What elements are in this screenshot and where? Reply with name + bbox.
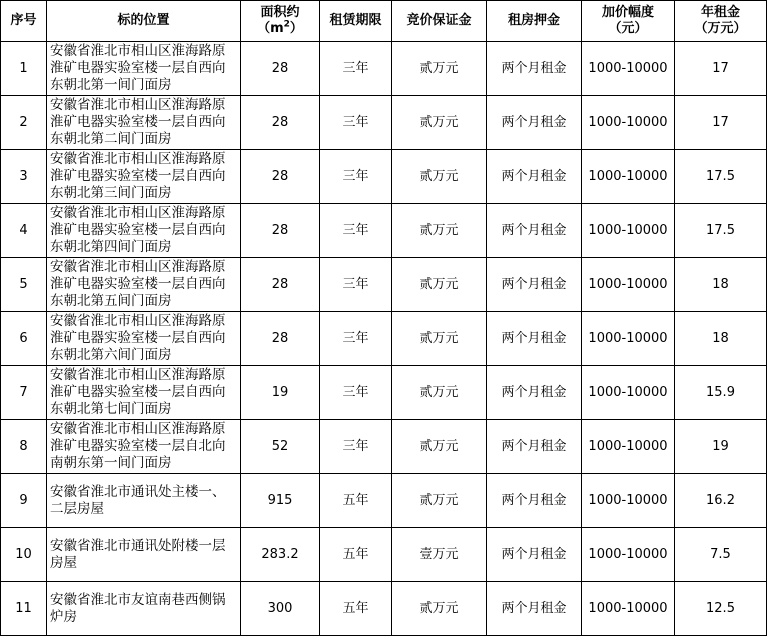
cell-increment: 1000-10000 [582, 366, 675, 420]
cell-increment: 1000-10000 [582, 258, 675, 312]
cell-rent-deposit: 两个月租金 [487, 528, 582, 582]
cell-location: 安徽省淮北市通讯处主楼一、二层房屋 [47, 474, 241, 528]
cell-term: 五年 [320, 474, 392, 528]
header-annual-rent-unit: （万元） [694, 21, 747, 36]
header-term: 租赁期限 [320, 1, 392, 42]
cell-location: 安徽省淮北市相山区淮海路原淮矿电器实验室楼一层自西向东朝北第四间门面房 [47, 204, 241, 258]
table-row [1, 582, 767, 636]
header-seq: 序号 [1, 1, 47, 42]
cell-term: 三年 [320, 42, 392, 96]
cell-area: 28 [241, 312, 320, 366]
cell-term: 三年 [320, 150, 392, 204]
cell-increment: 1000-10000 [582, 528, 675, 582]
cell-seq: 10 [1, 528, 47, 582]
table-row [1, 258, 767, 312]
table-row [1, 42, 767, 96]
cell-increment: 1000-10000 [582, 96, 675, 150]
cell-location: 安徽省淮北市相山区淮海路原淮矿电器实验室楼一层自西向东朝北第六间门面房 [47, 312, 241, 366]
cell-rent-deposit: 两个月租金 [487, 312, 582, 366]
cell-area: 283.2 [241, 528, 320, 582]
cell-rent-deposit: 两个月租金 [487, 204, 582, 258]
table-row [1, 366, 767, 420]
table-row [1, 96, 767, 150]
cell-rent-deposit: 两个月租金 [487, 42, 582, 96]
cell-rent-deposit: 两个月租金 [487, 420, 582, 474]
cell-term: 三年 [320, 312, 392, 366]
cell-annual-rent: 16.2 [675, 474, 767, 528]
cell-seq: 11 [1, 582, 47, 636]
header-increment-unit: （元） [608, 21, 648, 36]
cell-seq: 1 [1, 42, 47, 96]
cell-term: 五年 [320, 528, 392, 582]
cell-location: 安徽省淮北市相山区淮海路原淮矿电器实验室楼一层自西向东朝北第一间门面房 [47, 42, 241, 96]
cell-seq: 5 [1, 258, 47, 312]
table-row [1, 150, 767, 204]
table-row [1, 312, 767, 366]
cell-increment: 1000-10000 [582, 150, 675, 204]
cell-annual-rent: 12.5 [675, 582, 767, 636]
cell-location: 安徽省淮北市相山区淮海路原淮矿电器实验室楼一层自西向东朝北第三间门面房 [47, 150, 241, 204]
cell-deposit: 壹万元 [392, 528, 487, 582]
table-row [1, 204, 767, 258]
cell-rent-deposit: 两个月租金 [487, 366, 582, 420]
cell-increment: 1000-10000 [582, 582, 675, 636]
cell-annual-rent: 19 [675, 420, 767, 474]
cell-area: 915 [241, 474, 320, 528]
cell-deposit: 贰万元 [392, 582, 487, 636]
cell-annual-rent: 15.9 [675, 366, 767, 420]
header-increment [582, 1, 675, 42]
cell-rent-deposit: 两个月租金 [487, 258, 582, 312]
header-row [1, 1, 767, 42]
cell-increment: 1000-10000 [582, 474, 675, 528]
cell-deposit: 贰万元 [392, 96, 487, 150]
cell-term: 五年 [320, 582, 392, 636]
cell-seq: 9 [1, 474, 47, 528]
cell-rent-deposit: 两个月租金 [487, 150, 582, 204]
cell-annual-rent: 7.5 [675, 528, 767, 582]
cell-location: 安徽省淮北市友谊南巷西侧锅炉房 [47, 582, 241, 636]
cell-term: 三年 [320, 366, 392, 420]
cell-area: 28 [241, 96, 320, 150]
header-annual-rent-label: 年租金 [700, 5, 740, 20]
cell-term: 三年 [320, 258, 392, 312]
cell-rent-deposit: 两个月租金 [487, 474, 582, 528]
cell-term: 三年 [320, 204, 392, 258]
cell-increment: 1000-10000 [582, 312, 675, 366]
header-location: 标的位置 [47, 1, 241, 42]
cell-annual-rent: 17 [675, 42, 767, 96]
cell-annual-rent: 18 [675, 258, 767, 312]
table-row [1, 420, 767, 474]
cell-area: 52 [241, 420, 320, 474]
cell-seq: 8 [1, 420, 47, 474]
cell-deposit: 贰万元 [392, 204, 487, 258]
cell-location: 安徽省淮北市相山区淮海路原淮矿电器实验室楼一层自北向南朝东第一间门面房 [47, 420, 241, 474]
cell-deposit: 贰万元 [392, 312, 487, 366]
cell-deposit: 贰万元 [392, 42, 487, 96]
cell-area: 28 [241, 258, 320, 312]
cell-term: 三年 [320, 420, 392, 474]
header-increment-label: 加价幅度 [601, 5, 654, 20]
cell-location: 安徽省淮北市通讯处附楼一层房屋 [47, 528, 241, 582]
header-deposit: 竞价保证金 [392, 1, 487, 42]
cell-annual-rent: 17.5 [675, 204, 767, 258]
cell-seq: 6 [1, 312, 47, 366]
area-unit-text: m [270, 21, 284, 36]
cell-increment: 1000-10000 [582, 204, 675, 258]
header-area [241, 1, 320, 42]
cell-seq: 7 [1, 366, 47, 420]
cell-area: 300 [241, 582, 320, 636]
header-area-unit: $(m^2)$ [257, 19, 303, 36]
cell-annual-rent: 17 [675, 96, 767, 150]
cell-deposit: 贰万元 [392, 420, 487, 474]
cell-deposit: 贰万元 [392, 150, 487, 204]
cell-increment: 1000-10000 [582, 42, 675, 96]
cell-deposit: 贰万元 [392, 258, 487, 312]
cell-area: 19 [241, 366, 320, 420]
cell-annual-rent: 18 [675, 312, 767, 366]
header-rent-deposit: 租房押金 [487, 1, 582, 42]
cell-area: 28 [241, 204, 320, 258]
table-row [1, 528, 767, 582]
cell-term: 三年 [320, 96, 392, 150]
cell-rent-deposit: 两个月租金 [487, 96, 582, 150]
table-row [1, 474, 767, 528]
cell-increment: 1000-10000 [582, 420, 675, 474]
cell-location: 安徽省淮北市相山区淮海路原淮矿电器实验室楼一层自西向东朝北第七间门面房 [47, 366, 241, 420]
cell-deposit: 贰万元 [392, 474, 487, 528]
cell-seq: 4 [1, 204, 47, 258]
header-annual-rent [675, 1, 767, 42]
cell-annual-rent: 17.5 [675, 150, 767, 204]
cell-location: 安徽省淮北市相山区淮海路原淮矿电器实验室楼一层自西向东朝北第五间门面房 [47, 258, 241, 312]
cell-seq: 3 [1, 150, 47, 204]
cell-seq: 2 [1, 96, 47, 150]
header-area-label: 面积约 [260, 5, 300, 20]
cell-location: 安徽省淮北市相山区淮海路原淮矿电器实验室楼一层自西向东朝北第二间门面房 [47, 96, 241, 150]
cell-deposit: 贰万元 [392, 366, 487, 420]
area-unit-sup: 2 [283, 19, 290, 30]
cell-area: 28 [241, 42, 320, 96]
cell-area: 28 [241, 150, 320, 204]
cell-rent-deposit: 两个月租金 [487, 582, 582, 636]
